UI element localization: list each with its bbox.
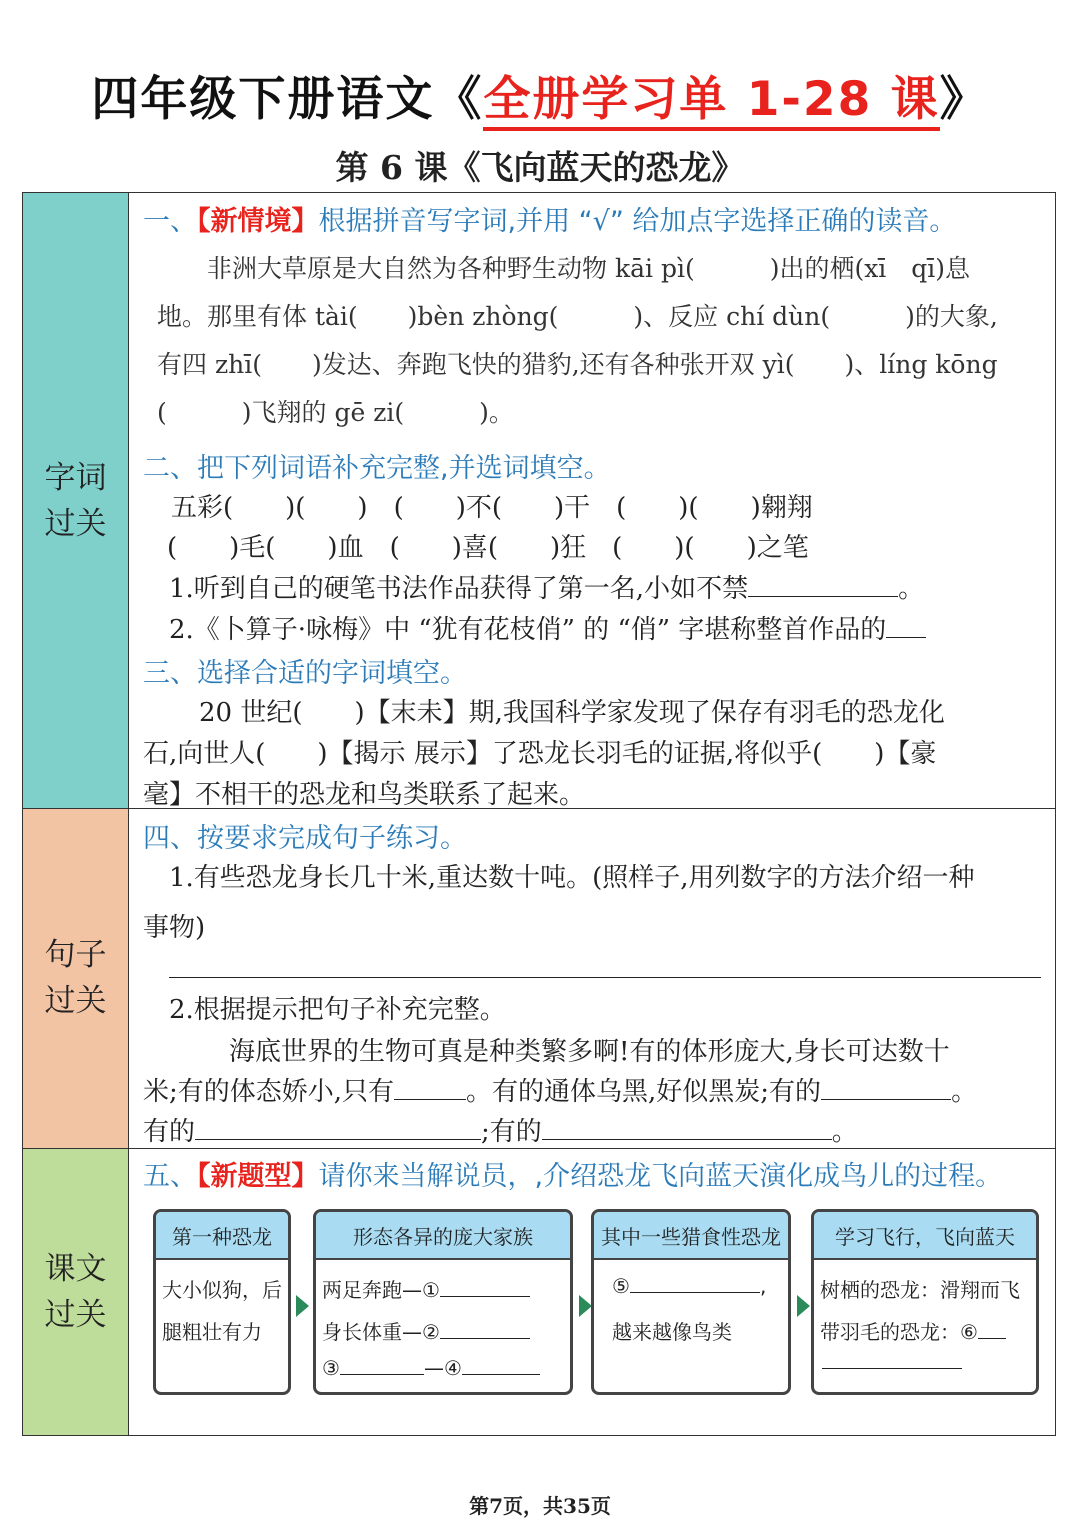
q1-line: 非洲大草原是大自然为各种野生动物 kāi pì( )出的栖(xī qī)息 [207,254,971,283]
chevron-right-icon [296,1295,309,1317]
flow-box-header: 其中一些猎食性恐龙 [594,1212,788,1260]
flow-box-header: 第一种恐龙 [156,1212,288,1260]
section-label-sentences: 句子过关 [23,808,129,1148]
question-2-title: 二、把下列词语补充完整,并选词填空。 [143,453,611,484]
worksheet-content [129,193,1055,1435]
flow-box-4: 学习飞行，飞向蓝天 树栖的恐龙：滑翔而飞 带羽毛的恐龙：⑥ [811,1209,1039,1395]
section-label-text: 课文过关 [23,1148,129,1435]
question-4-title: 四、按要求完成句子练习。 [143,823,467,854]
worksheet-table [22,192,1056,1436]
q1-line: ( )飞翔的 gē zi( )。 [157,398,514,427]
q4-line: 米;有的体态娇小,只有 。有的通体乌黑,好似黑炭;有的 。 [143,1077,978,1107]
page-number: 第7页，共35页 [469,1494,611,1518]
q2-word-row: ( )毛( )血 ( )喜( )狂 ( )( )之笔 [167,533,809,563]
flow-box-header: 学习飞行，飞向蓝天 [814,1212,1036,1260]
chevron-right-icon [797,1295,810,1317]
q3-line: 石,向世人( )【揭示 展示】了恐龙长羽毛的证据,将似乎( )【豪 [143,739,937,769]
q1-line: 有四 zhī( )发达、奔跑飞快的猎豹,还有各种张开双 yì( )、líng kōng [157,350,998,379]
section-label-words: 字词过关 [23,193,129,808]
page-title: 四年级下册语文《全册学习单 1-28 课》 [0,62,1080,129]
q2-word-row: 五彩( )( ) ( )不( )干 ( )( )翱翔 [171,493,813,523]
question-3-title: 三、选择合适的字词填空。 [143,658,467,689]
title-highlight: 全册学习单 1-28 课 [483,72,939,131]
flow-box-2: 形态各异的庞大家族 两足奔跑—① 身长体重—② ③ —④ [313,1209,573,1395]
lesson-subtitle: 第 6 课《飞向蓝天的恐龙》 [335,148,745,187]
flow-box-1: 第一种恐龙 大小似狗，后 腿粗壮有力 [153,1209,291,1395]
question-1-title: 一、【新情境】根据拼音写字词,并用 “√” 给加点字选择正确的读音。 [143,206,957,237]
q4-line: 1.有些恐龙身长几十米,重达数十吨。(照样子,用列数字的方法介绍一种 [169,863,975,893]
flow-box-3: 其中一些猎食性恐龙 ⑤ , 越来越像鸟类 [591,1209,791,1395]
q2-sentence-2: 2.《卜算子·咏梅》中 “犹有花枝俏” 的 “俏” 字堪称整首作品的 [169,609,926,646]
q4-line: 事物) [143,913,206,943]
q4-line: 有的 ;有的 。 [143,1117,858,1147]
q2-sentence-1: 1.听到自己的硬笔书法作品获得了第一名,小如不禁 。 [169,574,925,604]
q1-line: 地。那里有体 tài( )bèn zhòng( )、反应 chí dùn( )的大象, [157,302,998,331]
q4-line: 2.根据提示把句子补充完整。 [169,995,506,1025]
q3-line: 毫】不相干的恐龙和鸟类联系了起来。 [143,780,586,810]
q3-line: 20 世纪( )【末未】期,我国科学家发现了保存有羽毛的恐龙化 [199,698,945,728]
question-5-title: 五、【新题型】请你来当解说员，,介绍恐龙飞向蓝天演化成鸟儿的过程。 [143,1161,1003,1192]
q4-line: 海底世界的生物可真是种类繁多啊!有的体形庞大,身长可达数十 [229,1037,950,1067]
flow-box-header: 形态各异的庞大家族 [316,1212,570,1260]
answer-line [169,977,1041,978]
